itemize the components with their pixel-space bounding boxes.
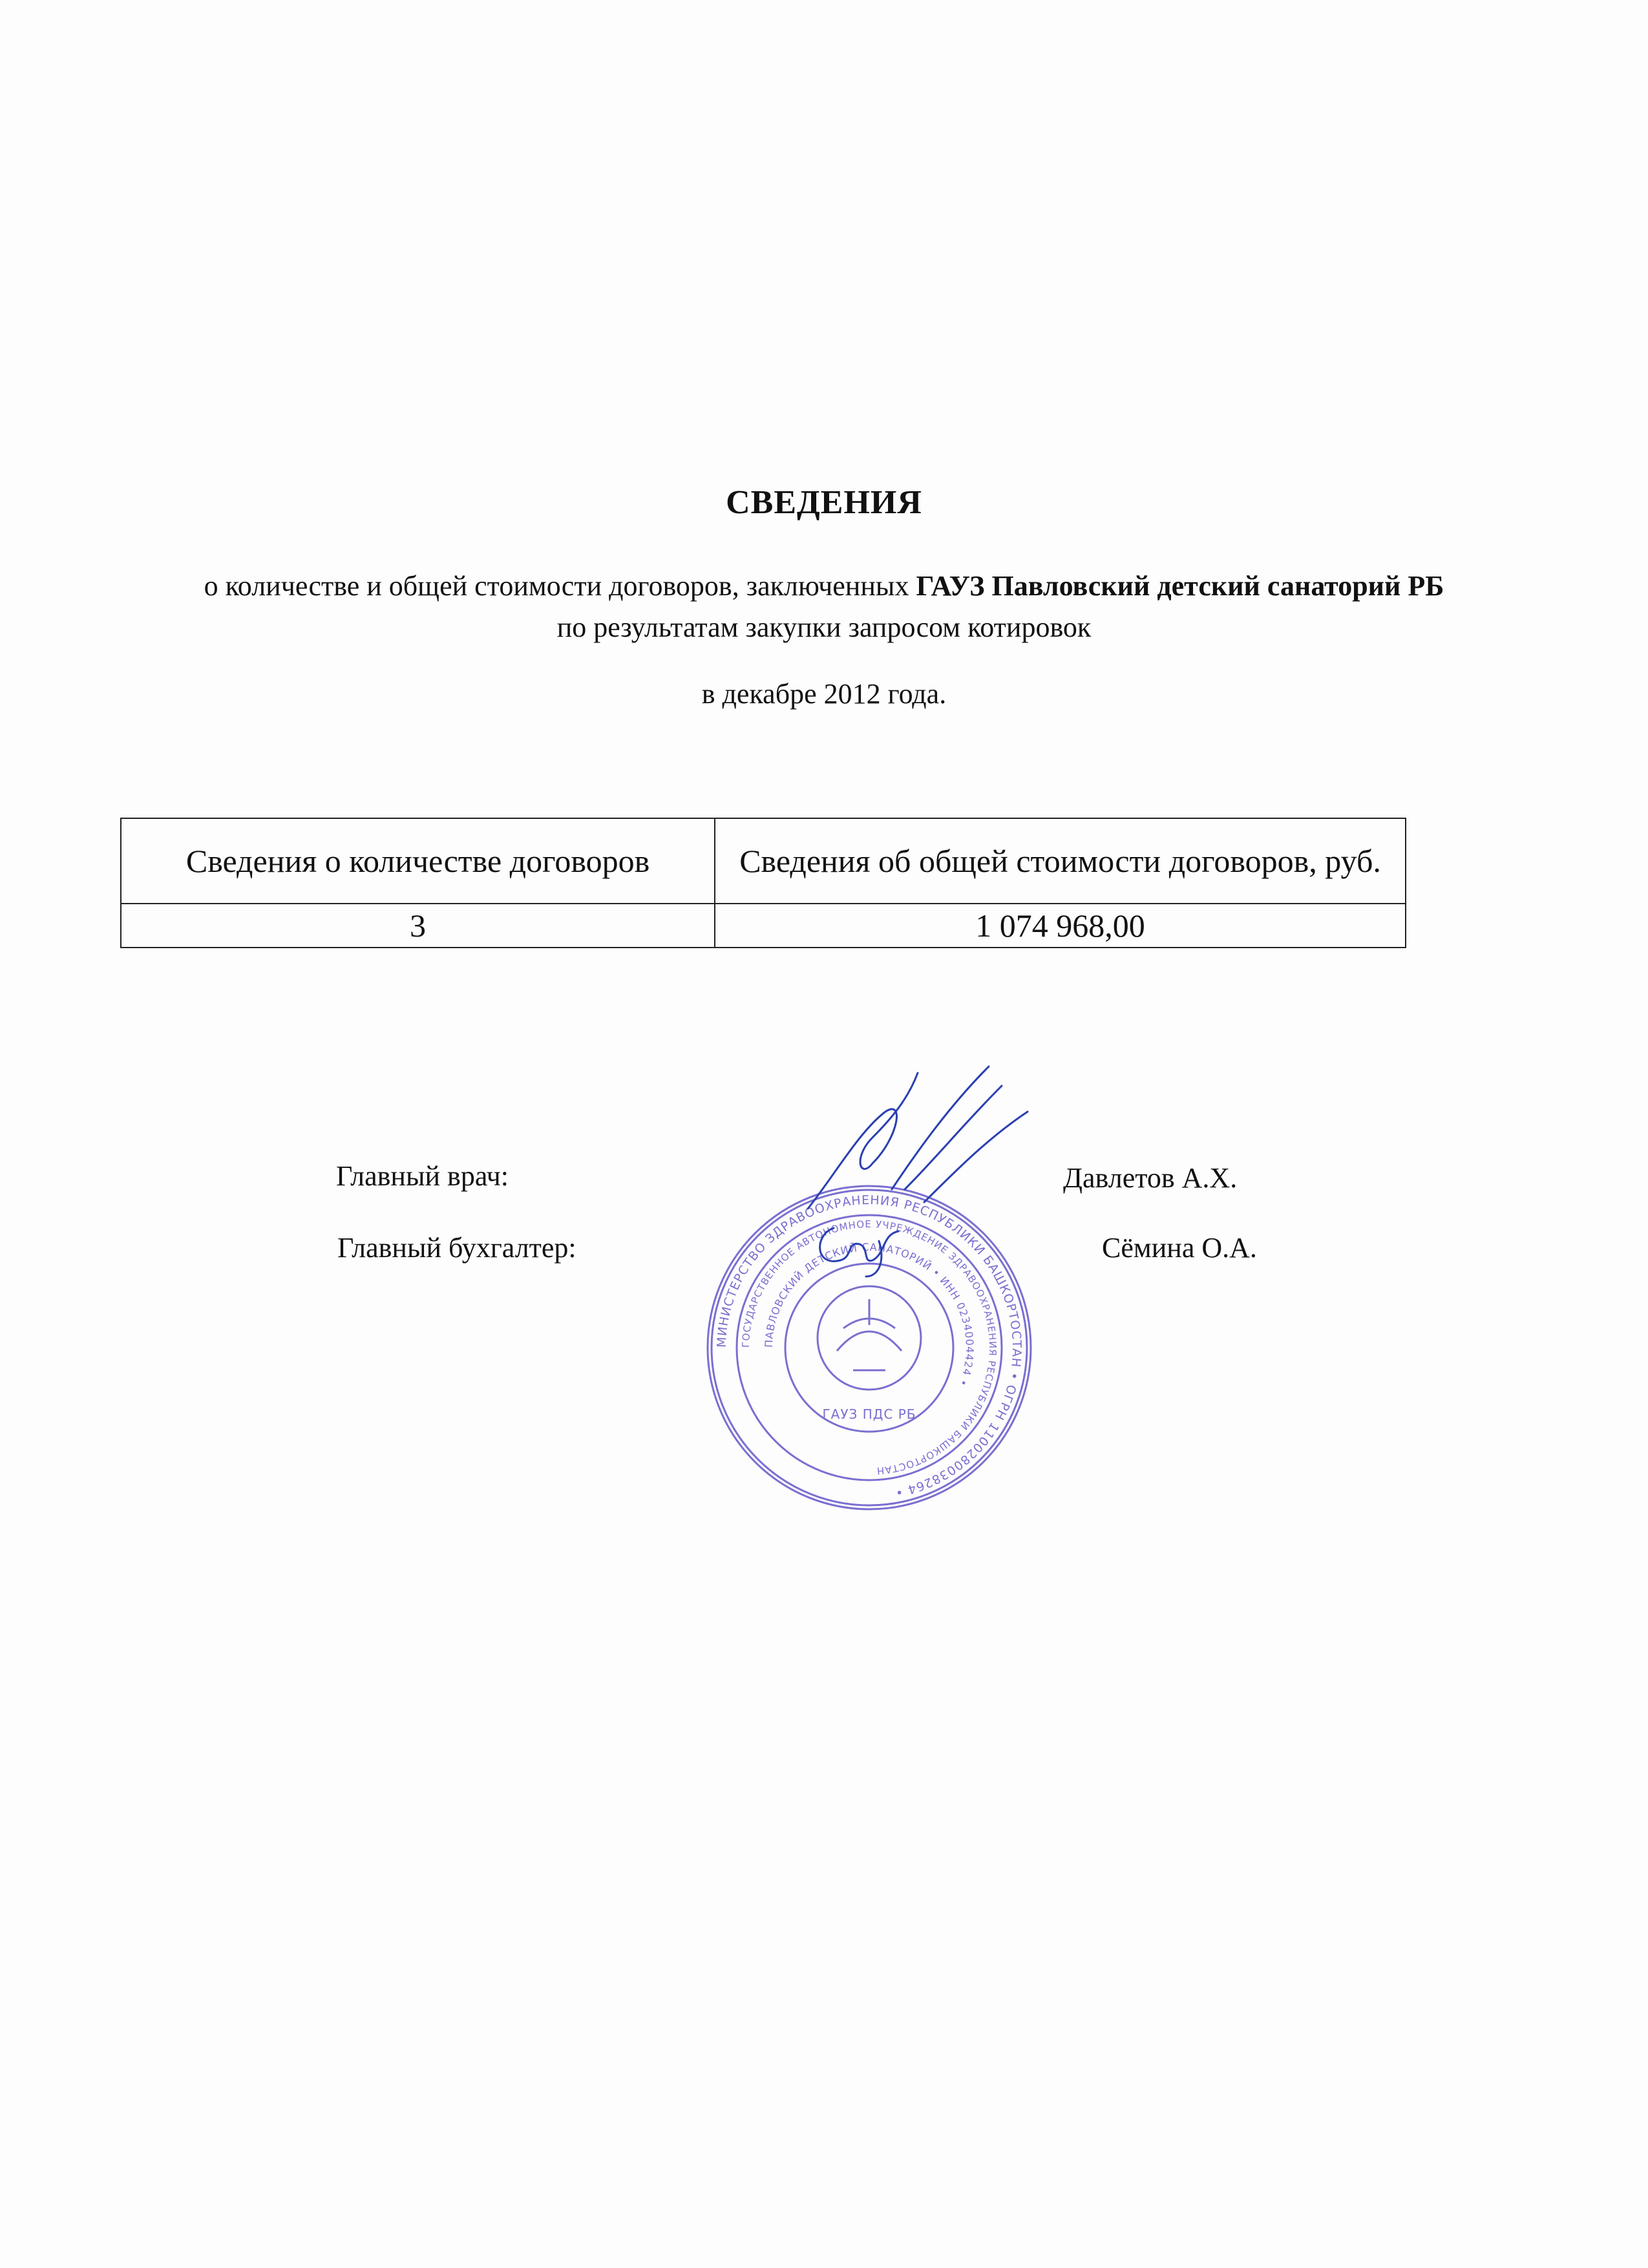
stamp-center-text: ГАУЗ ПДС РБ: [822, 1406, 916, 1422]
chief-doctor-label: Главный врач:: [336, 1160, 509, 1192]
stamp-middle-text: ГОСУДАРСТВЕННОЕ АВТОНОМНОЕ УЧРЕЖДЕНИЕ ЗДРАВООХРАНЕНИЯ РЕСПУБЛИКИ БАШКОРТОСТАН: [739, 1218, 999, 1477]
cell-contract-total: 1 074 968,00: [715, 904, 1406, 948]
header-contract-total: Сведения об общей стоимости договоров, руб.: [715, 818, 1406, 904]
chief-doctor-name: Давлетов А.Х.: [1063, 1162, 1238, 1194]
stamp-inner-text: ПАВЛОВСКИЙ ДЕТСКИЙ САНАТОРИЙ • ИНН 0234004424 •: [762, 1240, 977, 1389]
table-row: [121, 904, 1406, 948]
subtitle-part1: о количестве и общей стоимости договоров, заключенных: [204, 570, 916, 602]
table-header-row: [121, 818, 1406, 904]
reporting-period: в декабре 2012 года.: [701, 678, 947, 710]
organization-name: ГАУЗ Павловский детский санаторий РБ: [916, 570, 1444, 602]
header-contract-count: Сведения о количестве договоров: [121, 818, 715, 904]
cell-contract-count: 3: [121, 904, 715, 948]
chief-accountant-label: Главный бухгалтер:: [337, 1232, 576, 1264]
stamp-outer-text: МИНИСТЕРСТВО ЗДРАВООХРАНЕНИЯ РЕСПУБЛИКИ БАШКОРТОСТАН • ОГРН 1100280038264 •: [714, 1192, 1024, 1500]
chief-accountant-name: Сёмина О.А.: [1102, 1232, 1257, 1264]
document-title: СВЕДЕНИЯ: [726, 484, 922, 521]
subtitle-part2: по результатам закупки запросом котировок: [556, 611, 1092, 643]
document-subtitle: [194, 566, 1454, 648]
contracts-table: [120, 818, 1406, 948]
chief-accountant-signature: [808, 1215, 918, 1280]
